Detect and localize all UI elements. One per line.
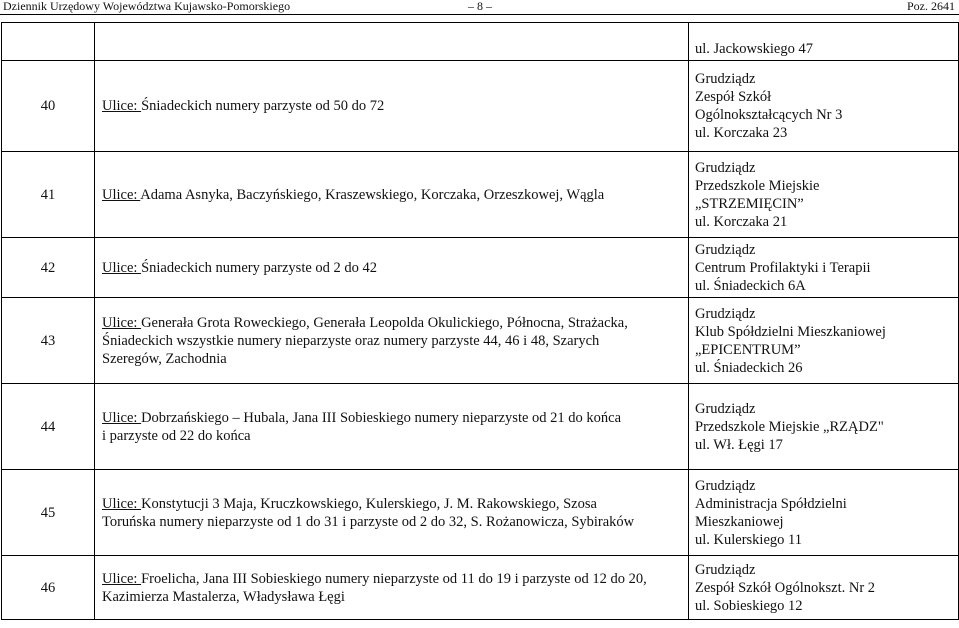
streets-text: Szeregów, Zachodnia	[102, 350, 227, 367]
place-line: Mieszkaniowej	[695, 513, 784, 530]
place-line: Grudziądz	[695, 305, 756, 322]
place-line: „STRZEMIĘCIN”	[695, 195, 804, 212]
streets-text: Konstytucji 3 Maja, Kruczkowskiego, Kulerskiego, J. M. Rakowskiego, Szosa	[141, 495, 597, 512]
streets-cell	[95, 556, 689, 620]
table-row	[2, 23, 959, 61]
place-line: Centrum Profilaktyki i Terapii	[695, 259, 871, 276]
district-number: 46	[2, 556, 95, 620]
streets-prefix: Ulice:	[102, 495, 142, 512]
streets-cell	[95, 152, 689, 238]
place-line: ul. Sobieskiego 12	[695, 597, 803, 614]
streets-cell	[95, 384, 689, 470]
place-line: ul. Śniadeckich 6A	[695, 277, 806, 294]
district-number: 44	[2, 384, 95, 470]
place-line: Grudziądz	[695, 400, 756, 417]
district-number: 41	[2, 152, 95, 238]
streets-cell	[95, 470, 689, 556]
place-line: Administracja Spółdzielni	[695, 495, 847, 512]
page-header	[0, 0, 959, 15]
place-line: ul. Śniadeckich 26	[695, 359, 803, 376]
place-line: ul. Kulerskiego 11	[695, 531, 802, 548]
polling-place-cell	[689, 61, 959, 152]
streets-text: Kazimierza Mastalerza, Władysława Łęgi	[102, 588, 345, 605]
place-line: Grudziądz	[695, 561, 756, 578]
streets-prefix: Ulice:	[102, 409, 142, 426]
streets-prefix: Ulice:	[102, 98, 142, 114]
streets-cell	[95, 23, 689, 61]
place-line: Ogólnokształcących Nr 3	[695, 107, 843, 123]
place-line: Zespół Szkół Ogólnokszt. Nr 2	[695, 579, 876, 596]
streets-text: i parzyste od 22 do końca	[102, 427, 251, 444]
table-row	[2, 298, 959, 384]
place-line: Przedszkole Miejskie	[695, 177, 820, 194]
place-line: ul. Korczaka 21	[695, 213, 788, 230]
streets-text: Śniadeckich numery parzyste od 2 do 42	[141, 259, 378, 276]
polling-place-cell	[689, 298, 959, 384]
place-line: ul. Jackowskiego 47	[695, 41, 813, 57]
streets-text: Śniadeckich wszystkie numery nieparzyste oraz numery parzyste 44, 46 i 48, Szarych	[102, 332, 600, 349]
district-number: 40	[2, 61, 95, 152]
streets-prefix: Ulice:	[102, 314, 142, 331]
position-number: Poz. 2641	[907, 0, 955, 13]
place-line: Klub Spółdzielni Mieszkaniowej	[695, 323, 886, 340]
polling-place-cell	[689, 556, 959, 620]
table-row	[2, 238, 959, 298]
place-line: Grudziądz	[695, 71, 756, 87]
table-row	[2, 384, 959, 470]
place-line: ul. Wł. Łęgi 17	[695, 436, 783, 453]
journal-title: Dziennik Urzędowy Województwa Kujawsko-Pomorskiego	[3, 0, 291, 13]
district-number-cell	[2, 23, 95, 61]
streets-text: Froelicha, Jana III Sobieskiego numery nieparzyste od 11 do 19 i parzyste od 12 do 20,	[141, 570, 647, 587]
streets-prefix: Ulice:	[102, 570, 142, 587]
table-row	[2, 61, 959, 152]
streets-text: Generała Grota Roweckiego, Generała Leopolda Okulickiego, Północna, Strażacka,	[141, 314, 628, 331]
place-line: Zespół Szkół	[695, 89, 772, 105]
table-row	[2, 556, 959, 620]
polling-place-cell	[689, 384, 959, 470]
header-rule	[0, 14, 959, 15]
streets-cell	[95, 238, 689, 298]
district-number: 45	[2, 470, 95, 556]
place-line: „EPICENTRUM”	[695, 341, 801, 358]
streets-cell	[95, 298, 689, 384]
polling-place-cell	[689, 238, 959, 298]
district-number: 43	[2, 298, 95, 384]
streets-text: Toruńska numery nieparzyste od 1 do 31 i parzyste od 2 do 32, S. Rożanowicza, Sybiraków	[102, 513, 635, 530]
place-line: Grudziądz	[695, 241, 756, 258]
streets-text: Adama Asnyka, Baczyńskiego, Kraszewskiego, Korczaka, Orzeszkowej, Wągla	[140, 186, 605, 203]
place-line: Przedszkole Miejskie „RZĄDZ"	[695, 418, 884, 435]
streets-prefix: Ulice:	[102, 259, 142, 276]
streets-cell	[95, 61, 689, 152]
place-line: Grudziądz	[695, 159, 756, 176]
polling-place-cell	[689, 23, 959, 61]
streets-text: Dobrzańskiego – Hubala, Jana III Sobieskiego numery nieparzyste od 21 do końca	[141, 409, 622, 426]
place-line: ul. Korczaka 23	[695, 125, 788, 141]
place-line: Grudziądz	[695, 477, 756, 494]
polling-districts-table	[1, 22, 959, 620]
table-row	[2, 152, 959, 238]
streets-text: Śniadeckich numery parzyste od 50 do 72	[141, 98, 385, 114]
polling-place-cell	[689, 470, 959, 556]
district-number: 42	[2, 238, 95, 298]
streets-prefix: Ulice:	[102, 186, 141, 203]
page-number: – 8 –	[468, 0, 492, 13]
polling-place-cell	[689, 152, 959, 238]
table-row	[2, 470, 959, 556]
